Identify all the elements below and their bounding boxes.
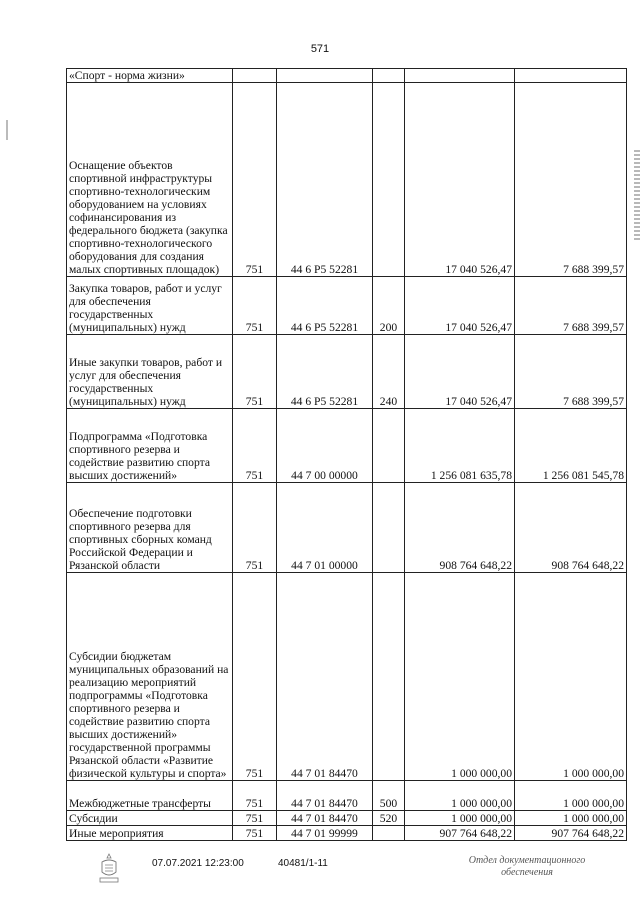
ministry-code: 751 (233, 781, 277, 811)
table-row (67, 483, 627, 573)
amount-2: 7 688 399,57 (515, 277, 627, 335)
ministry-code: 751 (233, 826, 277, 841)
target-article-code: 44 6 P5 52281 (277, 83, 373, 277)
amount-1: 1 000 000,00 (405, 811, 515, 826)
amount-2: 1 256 081 545,78 (515, 409, 627, 483)
amount-1 (405, 69, 515, 83)
footer-datetime: 07.07.2021 12:23:00 (152, 858, 244, 869)
target-article-code: 44 6 P5 52281 (277, 335, 373, 409)
amount-1: 908 764 648,22 (405, 483, 515, 573)
amount-1: 1 256 081 635,78 (405, 409, 515, 483)
amount-2: 7 688 399,57 (515, 335, 627, 409)
footer-doc-number: 40481/1-11 (278, 858, 328, 869)
amount-1: 1 000 000,00 (405, 573, 515, 781)
ministry-code: 751 (233, 83, 277, 277)
page-number: 571 (310, 43, 330, 55)
amount-1: 907 764 648,22 (405, 826, 515, 841)
row-name: «Спорт - норма жизни» (67, 69, 233, 83)
expense-type (373, 83, 405, 277)
table-row (67, 83, 627, 277)
table-row (67, 409, 627, 483)
row-name: Субсидии (67, 811, 233, 826)
row-name: Подпрограмма «Подготовка спортивного резерва и содействие развитию спорта высших достижений» (67, 409, 233, 483)
expense-type: 200 (373, 277, 405, 335)
table-row (67, 781, 627, 811)
target-article-code (277, 69, 373, 83)
amount-2: 7 688 399,57 (515, 83, 627, 277)
table-row (67, 277, 627, 335)
ministry-code: 751 (233, 573, 277, 781)
amount-1: 1 000 000,00 (405, 781, 515, 811)
budget-table (66, 68, 627, 841)
expense-type (373, 69, 405, 83)
table-row (67, 335, 627, 409)
target-article-code: 44 7 01 84470 (277, 573, 373, 781)
amount-2: 1 000 000,00 (515, 811, 627, 826)
target-article-code: 44 7 00 00000 (277, 409, 373, 483)
stamp-line-1: Отдел документационного (468, 855, 586, 866)
expense-type: 520 (373, 811, 405, 826)
row-name: Межбюджетные трансферты (67, 781, 233, 811)
table-row (67, 811, 627, 826)
row-name: Субсидии бюджетам муниципальных образований на реализацию мероприятий подпрограммы «Подготовка спортивного резерва и содействие развитию спорта высших достижений» государственной программы Рязанской области «Развитие физической культуры и спорта» (67, 573, 233, 781)
ministry-code: 751 (233, 335, 277, 409)
row-name: Иные закупки товаров, работ и услуг для обеспечения государственных (муниципальных) нужд (67, 335, 233, 409)
ministry-code: 751 (233, 277, 277, 335)
expense-type: 240 (373, 335, 405, 409)
amount-2 (515, 69, 627, 83)
ministry-code (233, 69, 277, 83)
amount-1: 17 040 526,47 (405, 277, 515, 335)
target-article-code: 44 7 01 84470 (277, 781, 373, 811)
target-article-code: 44 7 01 99999 (277, 826, 373, 841)
expense-type (373, 483, 405, 573)
ministry-code: 751 (233, 483, 277, 573)
row-name: Обеспечение подготовки спортивного резерва для спортивных сборных команд Российской Федерации и Рязанской области (67, 483, 233, 573)
target-article-code: 44 6 P5 52281 (277, 277, 373, 335)
scan-edge-mark (634, 150, 640, 240)
ministry-code: 751 (233, 811, 277, 826)
table-row (67, 573, 627, 781)
amount-2: 908 764 648,22 (515, 483, 627, 573)
stamp-line-2: обеспечения (501, 867, 553, 878)
row-name: Иные мероприятия (67, 826, 233, 841)
office-stamp (452, 855, 602, 879)
row-name: Закупка товаров, работ и услуг для обеспечения государственных (муниципальных) нужд (67, 277, 233, 335)
row-name: Оснащение объектов спортивной инфраструктуры спортивно-технологическим оборудованием на условиях софинансирования из федерального бюджета (закупка спортивно-технологического оборудования для создания малых спортивных площадок) (67, 83, 233, 277)
expense-type (373, 826, 405, 841)
expense-type (373, 573, 405, 781)
amount-1: 17 040 526,47 (405, 335, 515, 409)
amount-2: 1 000 000,00 (515, 573, 627, 781)
amount-2: 907 764 648,22 (515, 826, 627, 841)
scan-artifact (6, 120, 8, 140)
amount-1: 17 040 526,47 (405, 83, 515, 277)
target-article-code: 44 7 01 84470 (277, 811, 373, 826)
coat-of-arms-icon (96, 852, 122, 884)
expense-type (373, 409, 405, 483)
amount-2: 1 000 000,00 (515, 781, 627, 811)
table-row (67, 69, 627, 83)
expense-type: 500 (373, 781, 405, 811)
table-row (67, 826, 627, 841)
ministry-code: 751 (233, 409, 277, 483)
target-article-code: 44 7 01 00000 (277, 483, 373, 573)
